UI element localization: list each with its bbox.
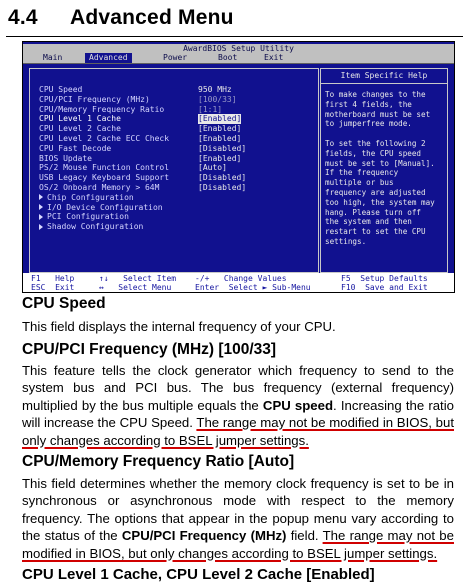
bold-cpu-speed: CPU speed	[262, 397, 334, 413]
heading-cpu-speed: CPU Speed	[22, 295, 106, 312]
bios-setting-value[interactable]: [Auto]	[198, 163, 227, 173]
submenu-arrow-icon	[39, 214, 43, 220]
bios-setting-row[interactable]	[39, 154, 315, 164]
bios-tab-boot[interactable]: Boot	[218, 53, 238, 62]
bios-submenu-label: Shadow Configuration	[47, 222, 144, 232]
key-leftright: ↔ Select Menu	[99, 283, 172, 292]
bios-tab-power[interactable]: Power	[163, 53, 188, 62]
bios-submenu-label: PCI Configuration	[47, 212, 129, 222]
bios-setting-label: BIOS Update	[39, 153, 92, 163]
heading-cpu-memory-ratio: CPU/Memory Frequency Ratio [Auto]	[22, 453, 295, 470]
key-f1: F1 Help	[31, 274, 75, 283]
bios-setting-value[interactable]: [1:1]	[198, 104, 223, 114]
section-name: Advanced Menu	[70, 6, 234, 29]
bios-tab-advanced[interactable]: Advanced	[85, 53, 132, 63]
bios-setting-label: CPU Level 1 Cache	[39, 114, 121, 124]
key-minus-plus: -/+ Change Values	[195, 274, 287, 283]
bios-setting-value[interactable]: [Enabled]	[198, 114, 242, 124]
key-enter: Enter Select ► Sub-Menu	[195, 283, 311, 292]
bios-help-panel	[320, 68, 448, 273]
bios-submenu-item[interactable]	[39, 203, 315, 213]
bios-setting-row[interactable]	[39, 105, 315, 115]
section-number: 4.4	[8, 6, 38, 29]
heading-cpu-pci-frequency: CPU/PCI Frequency (MHz) [100/33]	[22, 341, 277, 358]
bios-setting-row[interactable]	[39, 144, 315, 154]
bios-setting-label: CPU Fast Decode	[39, 143, 112, 153]
bios-utility-title: AwardBIOS Setup Utility	[23, 44, 454, 53]
paragraph-cpu-memory-ratio: This field determines whether the memory clock frequency is set to be in synchronous or asynchronous mode with respect to the memory frequency. The options that appear in the popup menu vary according to the status of the CPU/PCI Frequency (MHz) field. The range may not be modified in BIOS, but only changes according to BSEL jumper settings.	[22, 476, 454, 561]
bios-setting-label: CPU Speed	[39, 85, 83, 94]
bios-key-legend	[23, 273, 454, 292]
bios-submenu-item[interactable]	[39, 193, 315, 203]
bios-setting-value[interactable]: [Enabled]	[198, 124, 242, 134]
bios-setting-row[interactable]	[39, 124, 315, 134]
heading-next-partial: CPU Level 1 Cache, CPU Level 2 Cache [Enabled]	[22, 566, 375, 583]
bios-setting-label: CPU/PCI Frequency (MHz)	[39, 94, 150, 104]
bios-settings-list	[39, 85, 315, 232]
bios-submenu-item[interactable]	[39, 212, 315, 222]
bios-setting-value[interactable]: [Enabled]	[198, 153, 242, 163]
bios-setting-value[interactable]: [Disabled]	[198, 182, 247, 192]
section-title	[8, 6, 234, 30]
key-f10: F10 Save and Exit	[341, 283, 428, 292]
bios-menu-bar	[23, 53, 454, 64]
bios-setting-value[interactable]: [100/33]	[198, 94, 237, 104]
bios-tab-exit[interactable]: Exit	[264, 53, 284, 62]
bios-screenshot	[22, 41, 455, 293]
bios-setting-value[interactable]: [Disabled]	[198, 173, 247, 183]
bios-setting-value[interactable]: [Disabled]	[198, 143, 247, 153]
bios-setting-value[interactable]: [Enabled]	[198, 133, 242, 143]
bios-setting-row[interactable]	[39, 163, 315, 173]
bios-setting-row[interactable]	[39, 183, 315, 193]
bold-cpu-pci-frequency: CPU/PCI Frequency (MHz)	[121, 528, 287, 544]
bios-submenu-item[interactable]	[39, 222, 315, 232]
paragraph-cpu-pci-frequency: This feature tells the clock generator which frequency to send to the system bus and PCI bus. The bus frequency (external frequency) multiplied by the bus multiple equals the CPU speed. Increasing the ratio will increase the CPU Speed. The range may not be modified in BIOS, but only changes according to BSEL jumper settings.	[22, 363, 454, 448]
bios-setting-row[interactable]	[39, 85, 315, 95]
underlined-note-bsel: The range may not be modified in BIOS, but only changes according to BSEL jumper settings.	[22, 415, 454, 448]
bios-tab-main[interactable]: Main	[43, 53, 63, 62]
bios-setting-row[interactable]	[39, 114, 315, 124]
bios-help-title: Item Specific Help	[321, 69, 447, 84]
bios-settings-panel	[29, 68, 319, 273]
bios-setting-label: USB Legacy Keyboard Support	[39, 173, 170, 183]
submenu-arrow-icon	[39, 224, 43, 230]
underlined-note-bsel-2: The range may not be modified in BIOS, but only changes according to BSEL jumper settings.	[22, 528, 454, 561]
submenu-arrow-icon	[39, 204, 43, 210]
bios-help-text: To make changes to the first 4 fields, the motherboard must be set to jumperfree mode. To set the following 2 fields, the CPU speed must be set to [Manual]. If the frequency multiple or bus frequency are adjusted too high, the system may hang. Please turn off the system and then restart to set the CPU settings.	[325, 90, 435, 246]
bios-submenu-label: Chip Configuration	[47, 192, 134, 202]
bios-setting-value[interactable]: 950 MHz	[198, 85, 232, 94]
bios-setting-label: PS/2 Mouse Function Control	[39, 163, 170, 173]
bios-setting-row[interactable]	[39, 95, 315, 105]
bios-setting-label: CPU Level 2 Cache ECC Check	[39, 133, 170, 143]
key-esc: ESC Exit	[31, 283, 75, 292]
bios-submenu-label: I/O Device Configuration	[47, 202, 163, 212]
bios-setting-label: CPU Level 2 Cache	[39, 124, 121, 134]
bios-setting-label: OS/2 Onboard Memory > 64M	[39, 182, 160, 192]
bios-setting-label: CPU/Memory Frequency Ratio	[39, 104, 165, 114]
bios-setting-row[interactable]	[39, 134, 315, 144]
title-divider	[6, 36, 463, 37]
submenu-arrow-icon	[39, 194, 43, 200]
bios-setting-row[interactable]	[39, 173, 315, 183]
paragraph-cpu-speed: This field displays the internal frequency of your CPU.	[22, 319, 336, 334]
key-updown: ↑↓ Select Item	[99, 274, 177, 283]
key-f5: F5 Setup Defaults	[341, 274, 428, 283]
